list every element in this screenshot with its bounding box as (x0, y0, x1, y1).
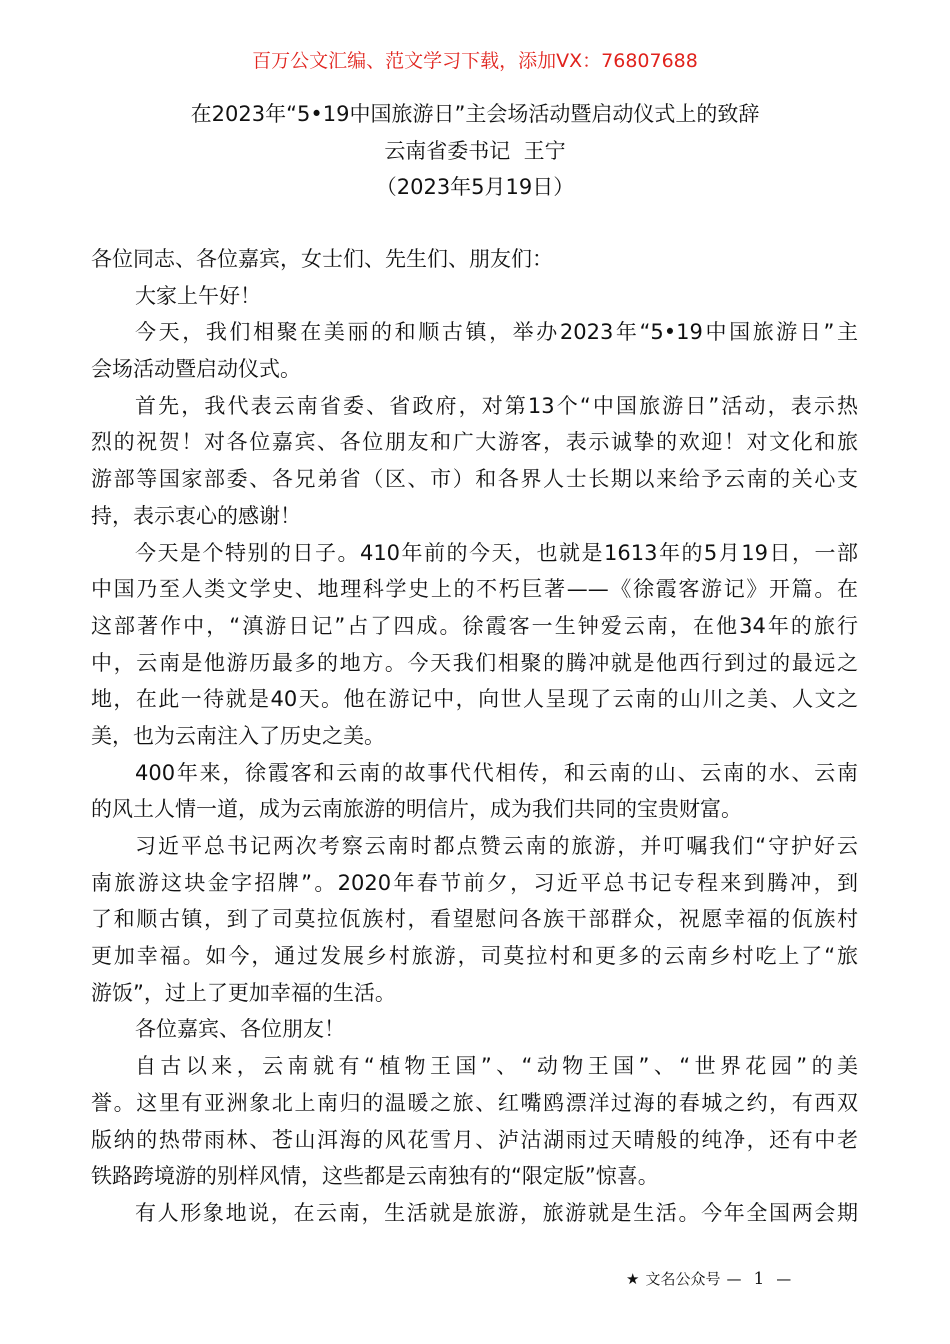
paragraph-line: 各位嘉宾、各位朋友！ (135, 1017, 345, 1042)
paragraph (91, 1011, 858, 1048)
paragraph-line: 烈的祝贺！对各位嘉宾、各位朋友和广大游客，表示诚挚的欢迎！对文化和旅 (91, 430, 858, 455)
paragraph (91, 278, 858, 315)
paragraph (91, 241, 858, 278)
speaker: 云南省委书记 王宁 (384, 138, 566, 163)
speech-date: （2023年5月19日） (375, 175, 575, 200)
speech-title: 在2023年“5•19中国旅游日”主会场活动暨启动仪式上的致辞 (190, 102, 760, 126)
page-number: 1 (753, 1268, 765, 1289)
paragraph-line: 中，云南是他游历最多的地方。今天我们相聚的腾冲就是他西行到过的最远之 (91, 650, 858, 675)
paragraph-line: 美，也为云南注入了历史之美。 (91, 723, 385, 748)
watermark-header: 百万公文汇编、范文学习下载，添加VX：76807688 (252, 50, 698, 72)
paragraph-line: 了和顺古镇，到了司莫拉佤族村，看望慰问各族干部群众，祝愿幸福的佤族村 (91, 907, 858, 932)
footer-source: 文名公众号 (645, 1270, 721, 1288)
paragraph (91, 535, 858, 755)
paragraph-line: 这部著作中，“滇游日记”占了四成。徐霞客一生钟爱云南，在他34年的旅行 (91, 613, 858, 638)
paragraph (91, 388, 858, 535)
paragraph-line: 游饭”，过上了更加幸福的生活。 (91, 980, 396, 1005)
paragraph-line: 今天是个特别的日子。410年前的今天，也就是1613年的5月19日，一部 (135, 540, 858, 565)
paragraph-line: 地，在此一待就是40天。他在游记中，向世人呈现了云南的山川之美、人文之 (91, 687, 858, 712)
paragraph-line: 中国乃至人类文学史、地理科学史上的不朽巨著——《徐霞客游记》开篇。在 (91, 577, 858, 602)
dash-left: — (726, 1269, 742, 1288)
paragraph-line: 游部等国家部委、各兄弟省（区、市）和各界人士长期以来给予云南的关心支 (91, 467, 858, 492)
paragraph (91, 1048, 858, 1195)
paragraph-line: 更加幸福。如今，通过发展乡村旅游，司莫拉村和更多的云南乡村吃上了“旅 (91, 944, 858, 969)
speech-body (91, 241, 858, 1232)
dash-right: — (776, 1269, 792, 1288)
paragraph-line: 大家上午好！ (135, 283, 261, 308)
paragraph-line: 首先，我代表云南省委、省政府，对第13个“中国旅游日”活动，表示热 (135, 393, 858, 418)
paragraph (91, 755, 858, 828)
paragraph (91, 314, 858, 387)
paragraph-line: 400年来，徐霞客和云南的故事代代相传，和云南的山、云南的水、云南 (135, 760, 858, 785)
paragraph-line: 自古以来，云南就有“植物王国”、“动物王国”、“世界花园”的美 (135, 1054, 858, 1079)
paragraph-line: 各位同志、各位嘉宾，女士们、先生们、朋友们： (91, 247, 553, 271)
paragraph-line: 今天，我们相聚在美丽的和顺古镇，举办2023年“5•19中国旅游日”主 (135, 320, 858, 345)
paragraph (91, 1195, 858, 1232)
paragraph-line: 版纳的热带雨林、苍山洱海的风花雪月、泸沽湖雨过天晴般的纯净，还有中老 (91, 1127, 858, 1152)
paragraph-line: 南旅游这块金字招牌”。2020年春节前夕，习近平总书记专程来到腾冲，到 (91, 870, 858, 895)
paragraph-line: 有人形象地说，在云南，生活就是旅游，旅游就是生活。今年全国两会期 (135, 1200, 858, 1225)
paragraph-line: 持，表示衷心的感谢！ (91, 503, 301, 528)
speech-title-block (0, 96, 950, 206)
paragraph-line: 的风土人情一道，成为云南旅游的明信片，成为我们共同的宝贵财富。 (91, 797, 742, 822)
paragraph-line: 习近平总书记两次考察云南时都点赞云南的旅游，并叮嘱我们“守护好云 (135, 834, 858, 858)
paragraph (91, 828, 858, 1011)
page-footer (626, 1268, 791, 1289)
paragraph-line: 会场活动暨启动仪式。 (91, 357, 301, 382)
star-icon: ★ (626, 1269, 640, 1288)
paragraph-line: 誉。这里有亚洲象北上南归的温暖之旅、红嘴鸥漂洋过海的春城之约，有西双 (91, 1090, 858, 1115)
paragraph-line: 铁路跨境游的别样风情，这些都是云南独有的“限定版”惊喜。 (91, 1164, 659, 1189)
